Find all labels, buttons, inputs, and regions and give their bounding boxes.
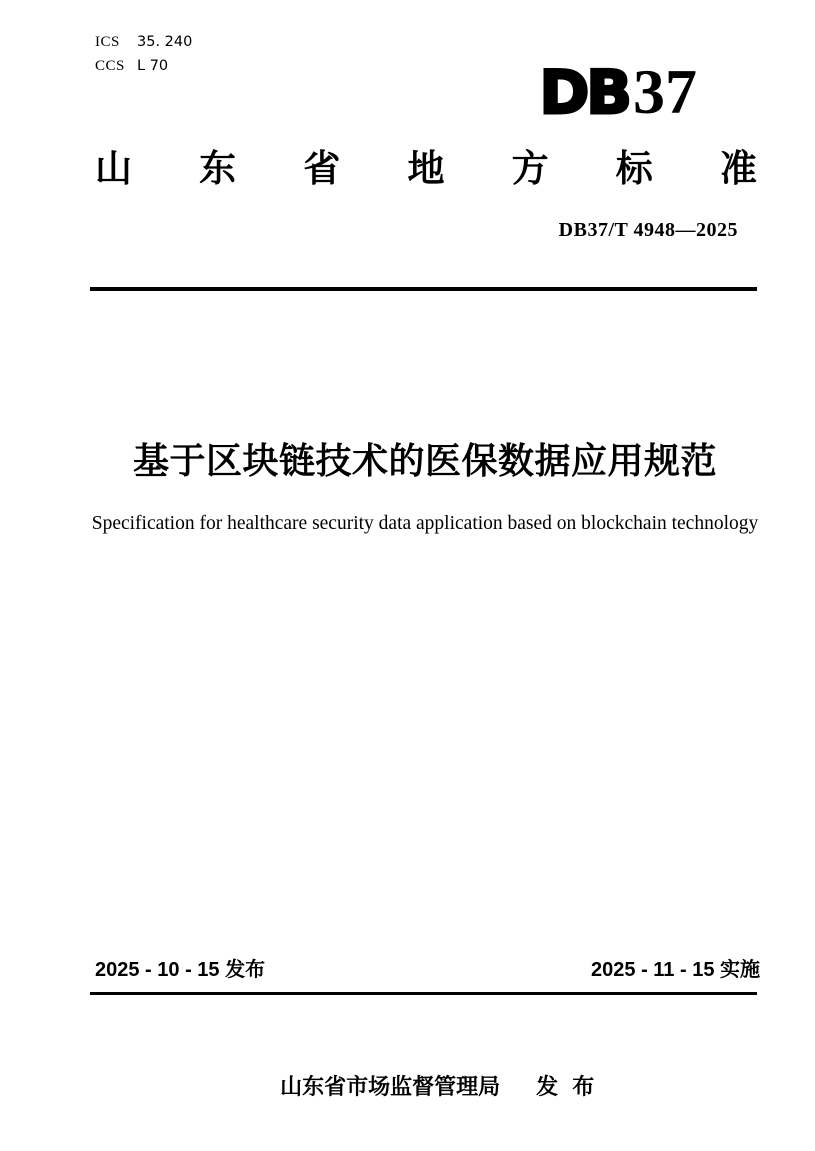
standard-name-char: 山 [95,148,132,189]
db-logo-prefix: DB [539,58,629,128]
document-number: DB37/T 4948—2025 [558,219,738,241]
ics-value: 35. 240 [137,34,193,50]
standard-name-char: 地 [407,148,445,189]
ccs-label: CCS [95,58,125,74]
standard-name-char: 东 [199,148,237,189]
classification-codes [95,30,192,78]
document-title-english: Specification for healthcare security data application based on blockchain technology [91,513,759,534]
standard-name-char: 省 [303,148,341,189]
standard-name-char: 准 [719,148,757,189]
header-rule [90,287,757,291]
standard-category-title [95,148,757,191]
date-row [95,956,760,984]
ccs-code-row [95,54,192,78]
db37-logo [539,56,697,128]
standard-name-char: 标 [615,148,653,189]
footer-rule [90,992,757,995]
issuer-action: 发 布 [536,1073,595,1099]
document-title-chinese: 基于区块链技术的医保数据应用规范 [132,440,717,481]
issuer-line [90,1044,760,1130]
db-logo-region-code: 37 [633,56,697,127]
implement-date: 2025 - 11 - 15 实施 [591,959,760,981]
ics-label: ICS [95,34,120,50]
publish-date: 2025 - 10 - 15 发布 [95,959,266,981]
ccs-value: L 70 [137,58,169,74]
ics-code-row [95,30,192,54]
standard-name-char: 方 [511,148,549,189]
issuer-name: 山东省市场监督管理局 [280,1073,501,1099]
